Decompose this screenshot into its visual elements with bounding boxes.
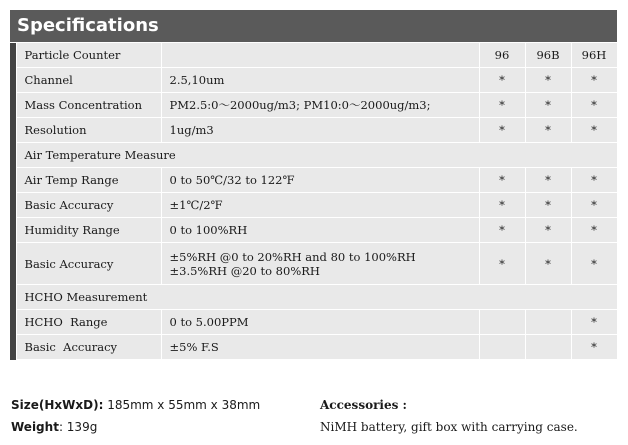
size-label: Size(HxWxD): <box>11 398 104 412</box>
model-96h: 96H <box>571 43 617 68</box>
mark-96 <box>479 335 525 360</box>
model-96b: 96B <box>525 43 571 68</box>
mark-96: * <box>479 68 525 93</box>
mark-96b <box>525 310 571 335</box>
row-value: ±5% F.S <box>161 335 479 360</box>
mark-96h: * <box>571 93 617 118</box>
row-value: PM2.5:0～2000ug/m3; PM10:0～2000ug/m3; <box>161 93 479 118</box>
row-value: 1ug/m3 <box>161 118 479 143</box>
mark-96b: * <box>525 168 571 193</box>
table-row <box>10 118 617 143</box>
accessories-text: NiMH battery, gift box with carrying case. <box>320 420 578 434</box>
size-info <box>11 398 260 412</box>
row-value: ±1℃/2℉ <box>161 193 479 218</box>
mark-96b: * <box>525 243 571 285</box>
section-row <box>10 285 617 310</box>
mark-96: * <box>479 93 525 118</box>
mark-96h: * <box>571 243 617 285</box>
table-row <box>10 93 617 118</box>
model-96: 96 <box>479 43 525 68</box>
row-value: 2.5,10um <box>161 68 479 93</box>
section-heading-hcho: HCHO Measurement <box>16 285 617 310</box>
section-row <box>10 143 617 168</box>
row-label: Channel <box>16 68 161 93</box>
row-label: Resolution <box>16 118 161 143</box>
table-row <box>10 68 617 93</box>
table-row <box>10 310 617 335</box>
weight-info <box>11 420 97 434</box>
mark-96b: * <box>525 93 571 118</box>
table-row <box>10 168 617 193</box>
row-label: Mass Concentration <box>16 93 161 118</box>
mark-96b: * <box>525 193 571 218</box>
row-label: HCHO Range <box>16 310 161 335</box>
mark-96: * <box>479 243 525 285</box>
row-value: 0 to 100%RH <box>161 218 479 243</box>
mark-96: * <box>479 118 525 143</box>
row-value: 0 to 5.00PPM <box>161 310 479 335</box>
row-label: Air Temp Range <box>16 168 161 193</box>
table-row <box>10 218 617 243</box>
mark-96h: * <box>571 310 617 335</box>
header-label: Particle Counter <box>16 43 161 68</box>
row-label: Basic Accuracy <box>16 335 161 360</box>
row-value <box>161 243 479 285</box>
mark-96b: * <box>525 218 571 243</box>
mark-96h: * <box>571 168 617 193</box>
specifications-table <box>10 42 618 360</box>
accessories-label: Accessories : <box>320 398 407 412</box>
table-row <box>10 193 617 218</box>
weight-label: Weight <box>11 420 59 434</box>
mark-96: * <box>479 218 525 243</box>
row-label: Humidity Range <box>16 218 161 243</box>
row-label: Basic Accuracy <box>16 243 161 285</box>
mark-96: * <box>479 193 525 218</box>
mark-96h: * <box>571 118 617 143</box>
table-header-row <box>10 43 617 68</box>
row-value-line-2: ±3.5%RH @20 to 80%RH <box>169 263 320 278</box>
mark-96h: * <box>571 68 617 93</box>
mark-96h: * <box>571 335 617 360</box>
section-heading-air-temperature: Air Temperature Measure <box>16 143 617 168</box>
row-value: 0 to 50℃/32 to 122℉ <box>161 168 479 193</box>
mark-96: * <box>479 168 525 193</box>
mark-96 <box>479 310 525 335</box>
size-value: 185mm x 55mm x 38mm <box>107 398 261 412</box>
mark-96h: * <box>571 218 617 243</box>
mark-96b <box>525 335 571 360</box>
table-row <box>10 335 617 360</box>
mark-96h: * <box>571 193 617 218</box>
mark-96b: * <box>525 68 571 93</box>
specifications-title: Specifications <box>10 10 617 42</box>
row-value-line-1: ±5%RH @0 to 20%RH and 80 to 100%RH <box>169 249 416 264</box>
row-label: Basic Accuracy <box>16 193 161 218</box>
mark-96b: * <box>525 118 571 143</box>
weight-value: : 139g <box>58 420 98 434</box>
table-row <box>10 243 617 285</box>
header-empty <box>161 43 479 68</box>
